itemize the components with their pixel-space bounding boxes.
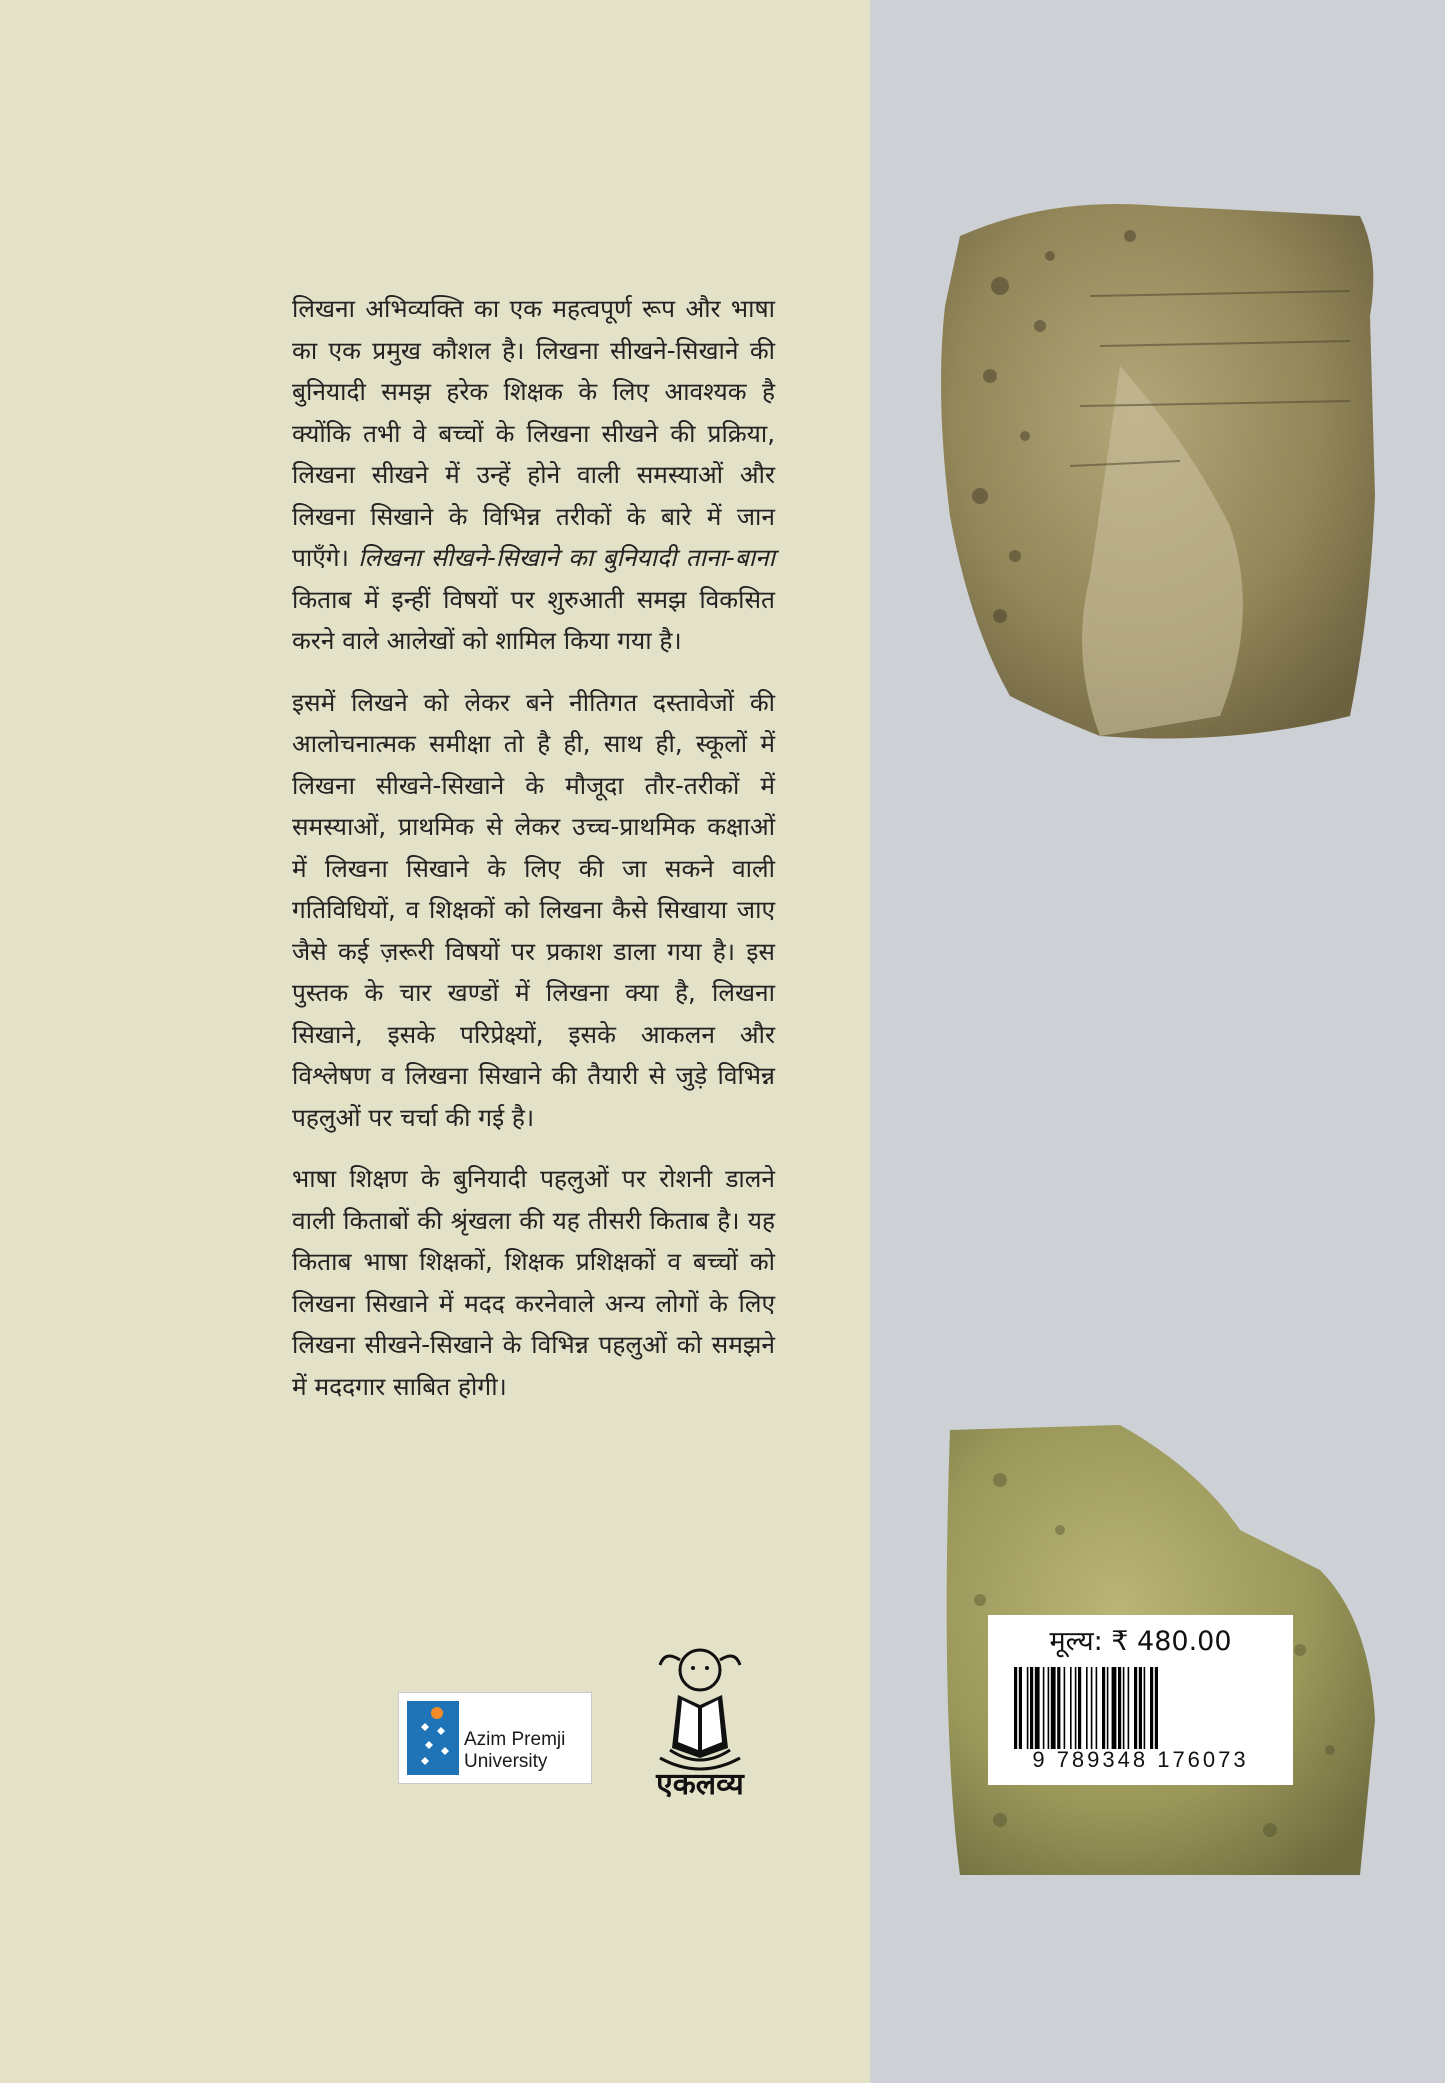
- blurb-paragraph-1: लिखना अभिव्यक्ति का एक महत्वपूर्ण रूप और भाषा का एक प्रमुख कौशल है। लिखना सीखने-सिखाने की बुनियादी समझ हरेक शिक्षक के लिए आवश्यक है क्योंकि तभी वे बच्चों के लिखना सीखने की प्रक्रिया, लिखना सीखने में उन्हें होने वाली समस्याओं और लिखना सिखाने के विभिन्न तरीकों के बारे में जान पाएँगे। लिखना सीखने-सिखाने का बुनियादी ताना-बाना किताब में इन्हीं विषयों पर शुरुआती समझ विकसित करने वाले आलेखों को शामिल किया गया है।: [292, 294, 775, 655]
- back-cover-blurb: [292, 288, 775, 1427]
- price-barcode-box: [988, 1615, 1293, 1785]
- apu-wordmark: Azim Premji University: [464, 1729, 566, 1772]
- price-label: मूल्य: ₹ 480.00: [1049, 1626, 1232, 1657]
- cuneiform-tablet-top-image: [930, 196, 1380, 756]
- isbn-barcode: [1014, 1667, 1269, 1749]
- azim-premji-university-logo: [398, 1692, 592, 1784]
- book-title-italic: लिखना सीखने-सिखाने का बुनियादी ताना-बाना: [358, 543, 775, 572]
- blurb-paragraph-2: इसमें लिखने को लेकर बने नीतिगत दस्तावेजों की आलोचनात्मक समीक्षा तो है ही, साथ ही, स्कूलों में लिखना सीखने-सिखाने के मौजूदा तौर-तरीकों में समस्याओं, प्राथमिक से लेकर उच्च-प्राथमिक कक्षाओं में लिखना सिखाने के लिए की जा सकने वाली गतिविधियों, व शिक्षकों को लिखना कैसे सिखाया जाए जैसे कई ज़रूरी विषयों पर प्रकाश डाला गया है। इस पुस्तक के चार खण्डों में लिखना क्या है, लिखना सिखाने, इसके परिप्रेक्ष्यों, इसके आकलन और विश्लेषण व लिखना सिखाने की तैयारी से जुड़े विभिन्न पहलुओं पर चर्चा की गई है।: [292, 687, 775, 1132]
- isbn-number: 9 789348 176073: [1032, 1747, 1249, 1772]
- blurb-paragraph-3: भाषा शिक्षण के बुनियादी पहलुओं पर रोशनी डालने वाली किताबों की श्रृंखला की यह तीसरी किताब है। यह किताब भाषा शिक्षकों, शिक्षक प्रशिक्षकों व बच्चों को लिखना सिखाने में मदद करनेवाले अन्य लोगों के लिए लिखना सीखने-सिखाने के विभिन्न पहलुओं को समझने में मददगार साबित होगी।: [292, 1164, 775, 1401]
- apu-flower-icon: [407, 1701, 459, 1775]
- eklavya-wordmark: एकलव्य: [656, 1767, 744, 1802]
